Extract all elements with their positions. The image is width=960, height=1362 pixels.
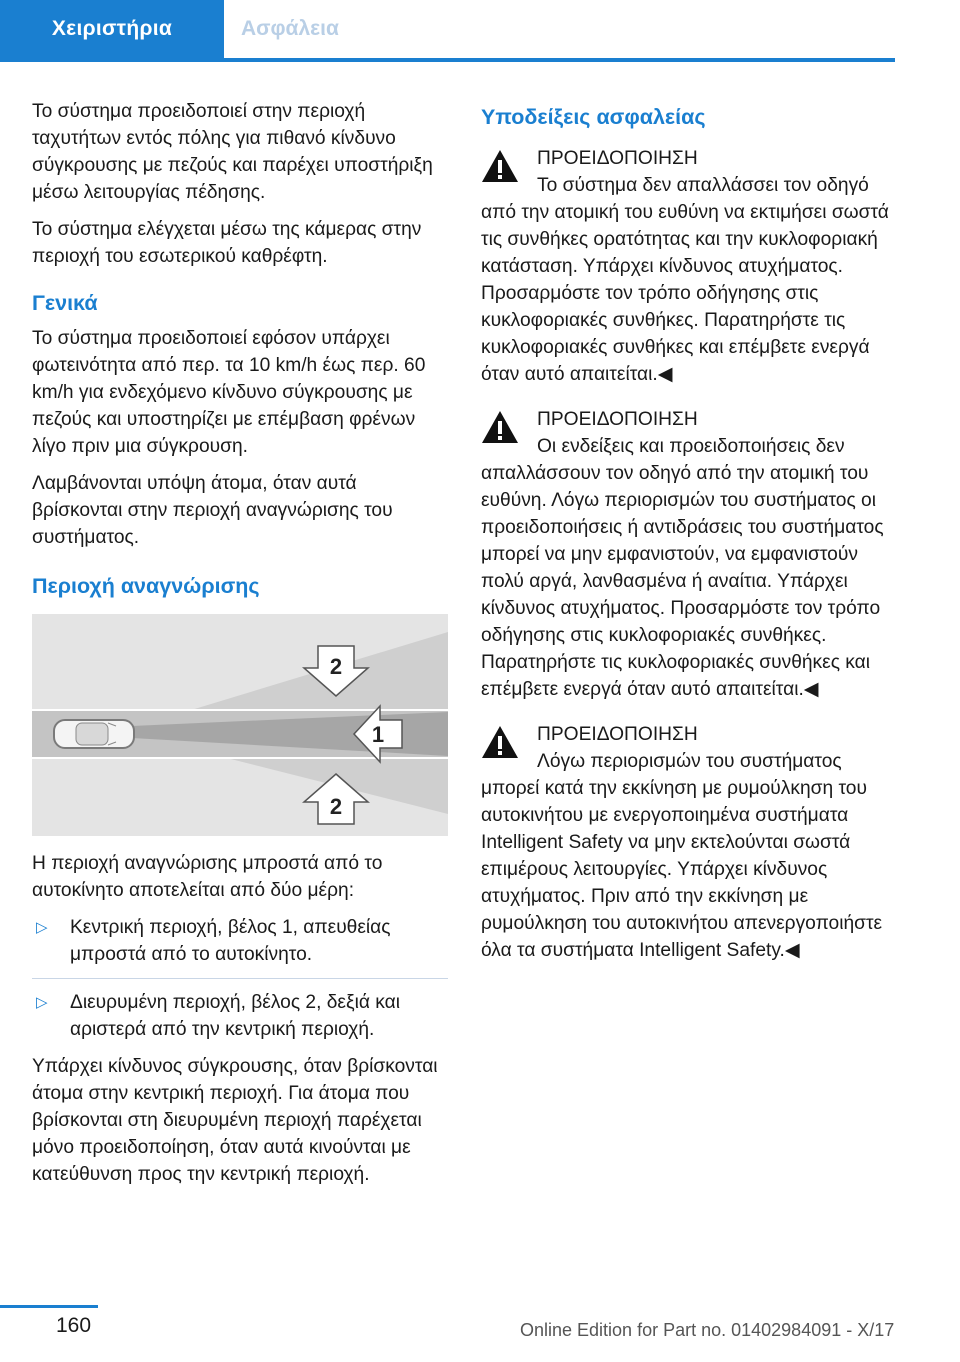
warning-icon bbox=[481, 149, 519, 183]
arrow-2-top-label: 2 bbox=[329, 654, 343, 679]
page-number: 160 bbox=[56, 1314, 92, 1337]
tab-safety[interactable]: Ασφάλεια bbox=[224, 0, 895, 58]
list-item-text: Κεντρική περιοχή, βέλος 1, απευθείας μπροστά από το αυτοκίνητο. bbox=[70, 917, 391, 965]
divider bbox=[32, 978, 448, 979]
list-item-text: Διευρυμένη περιοχή, βέλος 2, δεξιά και αριστερά από την κεντρική περιοχή. bbox=[70, 992, 400, 1040]
warning-block bbox=[481, 406, 893, 703]
tab-controls[interactable]: Χειριστήρια bbox=[0, 0, 224, 58]
intro-paragraph-1: Το σύστημα προειδοποιεί στην περιοχή ταχυτήτων εντός πόλης για πιθανό κίνδυνο σύγκρουσης με πεζούς και παρέχει υποστήριξη μέσω λειτουργίας πέδησης. bbox=[32, 101, 433, 203]
warning-block bbox=[481, 145, 893, 388]
arrow-2-bottom-label: 2 bbox=[329, 794, 343, 819]
header-tabs bbox=[0, 0, 895, 62]
list-item bbox=[32, 914, 448, 968]
heading-detection-area: Περιοχή αναγνώρισης bbox=[32, 574, 260, 598]
list-item bbox=[32, 989, 448, 1043]
area-paragraph: Η περιοχή αναγνώρισης μπροστά από το αυτοκίνητο αποτελείται από δύο μέρη: bbox=[32, 853, 383, 901]
footer-rule bbox=[0, 1305, 98, 1308]
arrow-1-label: 1 bbox=[371, 722, 385, 747]
edition-note: Online Edition for Part no. 01402984091 - X/17 bbox=[520, 1320, 895, 1340]
warning-title: ΠΡΟΕΙΔΟΠΟΙΗΣΗ bbox=[537, 409, 698, 430]
risk-paragraph: Υπάρχει κίνδυνος σύγκρουσης, όταν βρίσκονται άτομα στην κεντρική περιοχή. Για άτομα που βρίσκονται στη διευρυμένη περιοχή παρέχεται μόνο προειδοποίηση, όταν αυτά κινούνται με κατεύθυνση προς την κεντρική περιοχή. bbox=[32, 1056, 438, 1185]
triangle-bullet-icon: ▷ bbox=[36, 919, 48, 936]
detection-area-figure bbox=[32, 614, 448, 836]
general-paragraph-1: Το σύστημα προειδοποιεί εφόσον υπάρχει φωτεινότητα από περ. τα 10 km/h έως περ. 60 km/h για ενδεχόμενο κίνδυνο σύγκρουσης με πεζούς και υποστηρίζει με επέμβαση φρένων λίγο πριν μια σύγκρουση. bbox=[32, 328, 426, 457]
warning-text: Λόγω περιορισμών του συστήματος μπορεί κατά την εκκίνηση με ρυμούλκηση του αυτοκινήτου με ενεργοποιημένα συστήματα Intelligent Safety να μην εκτελούνται σωστά επιμέρους λειτουργίες. Υπάρχει κίνδυνος ατυχήματος. Πριν από την εκκίνηση με ρυμούλκηση του αυτοκινήτου απενεργοποιήστε όλα τα συστήματα Intelligent Safety.◀ bbox=[481, 751, 883, 961]
intro-paragraph-2: Το σύστημα ελέγχεται μέσω της κάμερας στην περιοχή του εσωτερικού καθρέφτη. bbox=[32, 219, 422, 267]
right-column bbox=[481, 98, 893, 982]
warning-text: Το σύστημα δεν απαλλάσσει τον οδηγό από την ατομική του ευθύνη να εκτιμήσει σωστά τις συνθήκες ορατότητας και την κυκλοφοριακή κατάσταση. Υπάρχει κίνδυνος ατυχήματος. Προσαρμόστε τον τρόπο οδήγησης στις κυκλοφοριακές συνθήκες. Παρατηρήστε τις κυκλοφοριακές συνθήκες και επέμβετε ενεργά όταν αυτό απαιτείται.◀ bbox=[481, 175, 889, 385]
warning-icon bbox=[481, 410, 519, 444]
warning-title: ΠΡΟΕΙΔΟΠΟΙΗΣΗ bbox=[537, 724, 698, 745]
heading-safety-notes: Υποδείξεις ασφαλείας bbox=[481, 105, 706, 129]
warning-text: Οι ενδείξεις και προειδοποιήσεις δεν απαλλάσσουν τον οδηγό από την ατομική του ευθύνη. Λόγω περιορισμών του συστήματος οι προειδοποιήσεις ή αντιδράσεις του συστήματος μπορεί να μην εμφανιστούν, να εμφανιστούν πολύ αργά, λανθασμένα ή αναίτια. Υπάρχει κίνδυνος ατυχήματος. Προσαρμόστε τον τρόπο οδήγησης στις κυκλοφοριακές συνθήκες. Παρατηρήστε τις κυκλοφοριακές συνθήκες και επέμβετε ενεργά όταν αυτό απαιτείται.◀ bbox=[481, 436, 884, 700]
triangle-bullet-icon: ▷ bbox=[36, 994, 48, 1011]
warning-icon bbox=[481, 725, 519, 759]
left-column bbox=[32, 98, 448, 1198]
warning-title: ΠΡΟΕΙΔΟΠΟΙΗΣΗ bbox=[537, 148, 698, 169]
heading-general: Γενικά bbox=[32, 291, 98, 315]
car-icon bbox=[54, 720, 134, 748]
warning-block bbox=[481, 721, 893, 964]
header-rule bbox=[0, 58, 895, 62]
general-paragraph-2: Λαμβάνονται υπόψη άτομα, όταν αυτά βρίσκονται στην περιοχή αναγνώρισης του συστήματος. bbox=[32, 473, 393, 548]
